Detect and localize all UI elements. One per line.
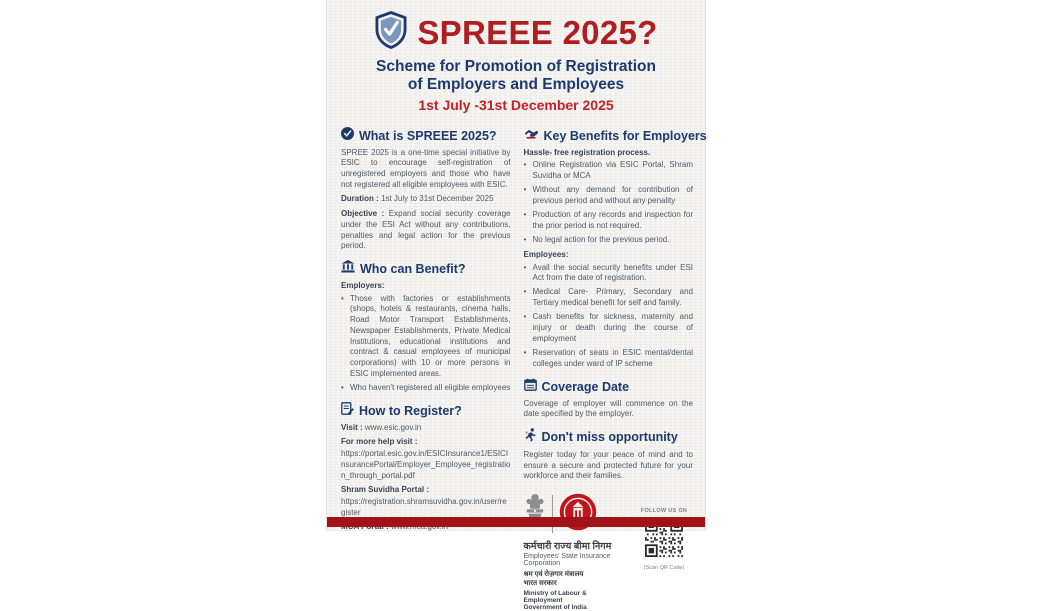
section-heading: Who can Benefit? [360, 262, 466, 277]
org-name-english: Employees' State Insurance Corporation [523, 553, 611, 568]
poster-bottom-bar [327, 517, 705, 527]
handshake-icon [524, 127, 539, 145]
list-item: • Online Registration via ESIC Portal, Shram Suvidha or MCA [524, 160, 694, 181]
section-what-is-spree [341, 127, 511, 252]
list-item: • Those with factories or establishments (shops, hotels & restaurants, cinema halls, Road Motor Transport Establishments, Newspaper Establishments, Private Medical Institutions, educational institutions and contract & casual employees of municipal corporations) with 10 or more persons in ESIC implemented areas. [341, 294, 511, 380]
shram-suvidha-link[interactable]: https://registration.shramsuvidha.gov.in/user/register [341, 497, 507, 517]
poster-title: SPREEE 2025? [417, 13, 658, 51]
duration-label: Duration : [341, 194, 379, 204]
section-coverage-date [524, 378, 694, 420]
duration-value: 1st July to 31st December 2025 [381, 194, 494, 204]
section-heading: How to Register? [359, 403, 462, 418]
section-key-benefits [523, 127, 707, 370]
employer-benefit-list [524, 160, 694, 246]
visit-label: Visit : [341, 422, 363, 432]
key-benefits-intro: Hassle- free registration process. [523, 147, 651, 157]
spree-poster [326, 0, 707, 611]
poster-footer [524, 492, 694, 611]
section-dont-miss-opportunity [524, 428, 694, 482]
section-heading: Don't miss opportunity [541, 430, 678, 445]
employees-label: Employees: [523, 249, 569, 259]
poster-header [327, 0, 705, 113]
esic-portal-link[interactable]: https://portal.esic.gov.in/ESICInsurance1/ESICInsurancePortal/Employer_Employee_registration_through_portal.pdf [341, 449, 511, 480]
objective-value: Expand social security coverage under the ESI Act without any contributions, penalties and legal action for the previous period. [341, 209, 511, 251]
government-name-hindi: भारत सरकार [523, 580, 557, 588]
employee-benefit-list [524, 263, 694, 370]
bank-building-icon [341, 260, 355, 278]
shield-check-icon [374, 11, 408, 54]
list-item: • Reservation of seats in ESIC mental/dental colleges under ward of IP scheme [524, 348, 694, 369]
list-item: • Production of any records and inspection for the prior period is not required. [524, 210, 694, 231]
objective-line [341, 209, 511, 252]
running-person-icon [524, 428, 537, 447]
calendar-icon [524, 378, 537, 396]
section-how-to-register [341, 402, 511, 533]
scan-qr-label: (Scan QR Code) [643, 565, 685, 572]
objective-label: Objective : [341, 209, 385, 219]
qr-block [635, 492, 693, 611]
poster-subtitle-line1: Scheme for Promotion of Registration [376, 58, 656, 75]
benefit-bullet-list [341, 294, 511, 394]
list-item: • No legal action for the previous period. [524, 235, 694, 246]
check-circle-icon [341, 127, 354, 145]
section-heading: What is SPREEE 2025? [359, 128, 497, 143]
list-item: • Medical Care- Primary, Secondary and Tertiary medical benefit for self and family. [524, 287, 694, 308]
esic-seal-icon [559, 493, 597, 536]
list-item: • Avail the social security benefits under ESI Act from the date of registration. [524, 263, 694, 284]
list-item: • Who haven't registered all eligible employees [341, 383, 511, 394]
list-item: • Cash benefits for sickness, maternity and injury or death during the course of employment [524, 312, 694, 344]
list-item: • Without any demand for contribution of previous period and without any penality [524, 185, 694, 206]
ministry-name-english: Ministry of Labour & Employment [523, 590, 587, 605]
org-identity-block [524, 492, 628, 611]
logo-divider [552, 495, 553, 533]
section-heading: Key Benefits for Employers [543, 128, 707, 143]
poster-subtitle-line2: of Employers and Employees [407, 76, 625, 94]
help-label: For more help visit : [341, 437, 418, 447]
coverage-body: Coverage of employer will commence on the date specified by the employer. [523, 398, 693, 419]
follow-us-label: FOLLOW US ON [640, 508, 688, 515]
ashoka-emblem-icon [524, 492, 546, 537]
org-name-hindi: कर्मचारी राज्य बीमा निगम [523, 541, 612, 553]
government-name-english: Government of India [523, 604, 587, 611]
employers-label: Employers: [341, 281, 385, 291]
visit-line [341, 423, 511, 434]
section-who-can-benefit [341, 260, 511, 394]
opportunity-body: Register today for your peace of mind and to ensure a secure and protected future for your workforce and their families. [523, 449, 693, 481]
shram-suvidha-label: Shram Suvidha Portal : [341, 485, 430, 495]
duration-line [341, 194, 511, 205]
ministry-name-hindi: श्रम एवं रोज़गार मंत्रालय [523, 571, 584, 579]
left-column [341, 119, 511, 611]
scheme-date-range: 1st July -31st December 2025 [418, 96, 614, 113]
what-body: SPREE 2025 is a one-time special initiative by ESIC to encourage self-registration of unregistered employers and those who have not registered all eligible employees with ESIC. [341, 147, 511, 189]
form-pencil-icon [341, 402, 354, 420]
right-column [523, 119, 707, 611]
section-heading: Coverage Date [541, 379, 630, 394]
esic-website-link[interactable]: www.esic.gov.in [364, 422, 422, 432]
